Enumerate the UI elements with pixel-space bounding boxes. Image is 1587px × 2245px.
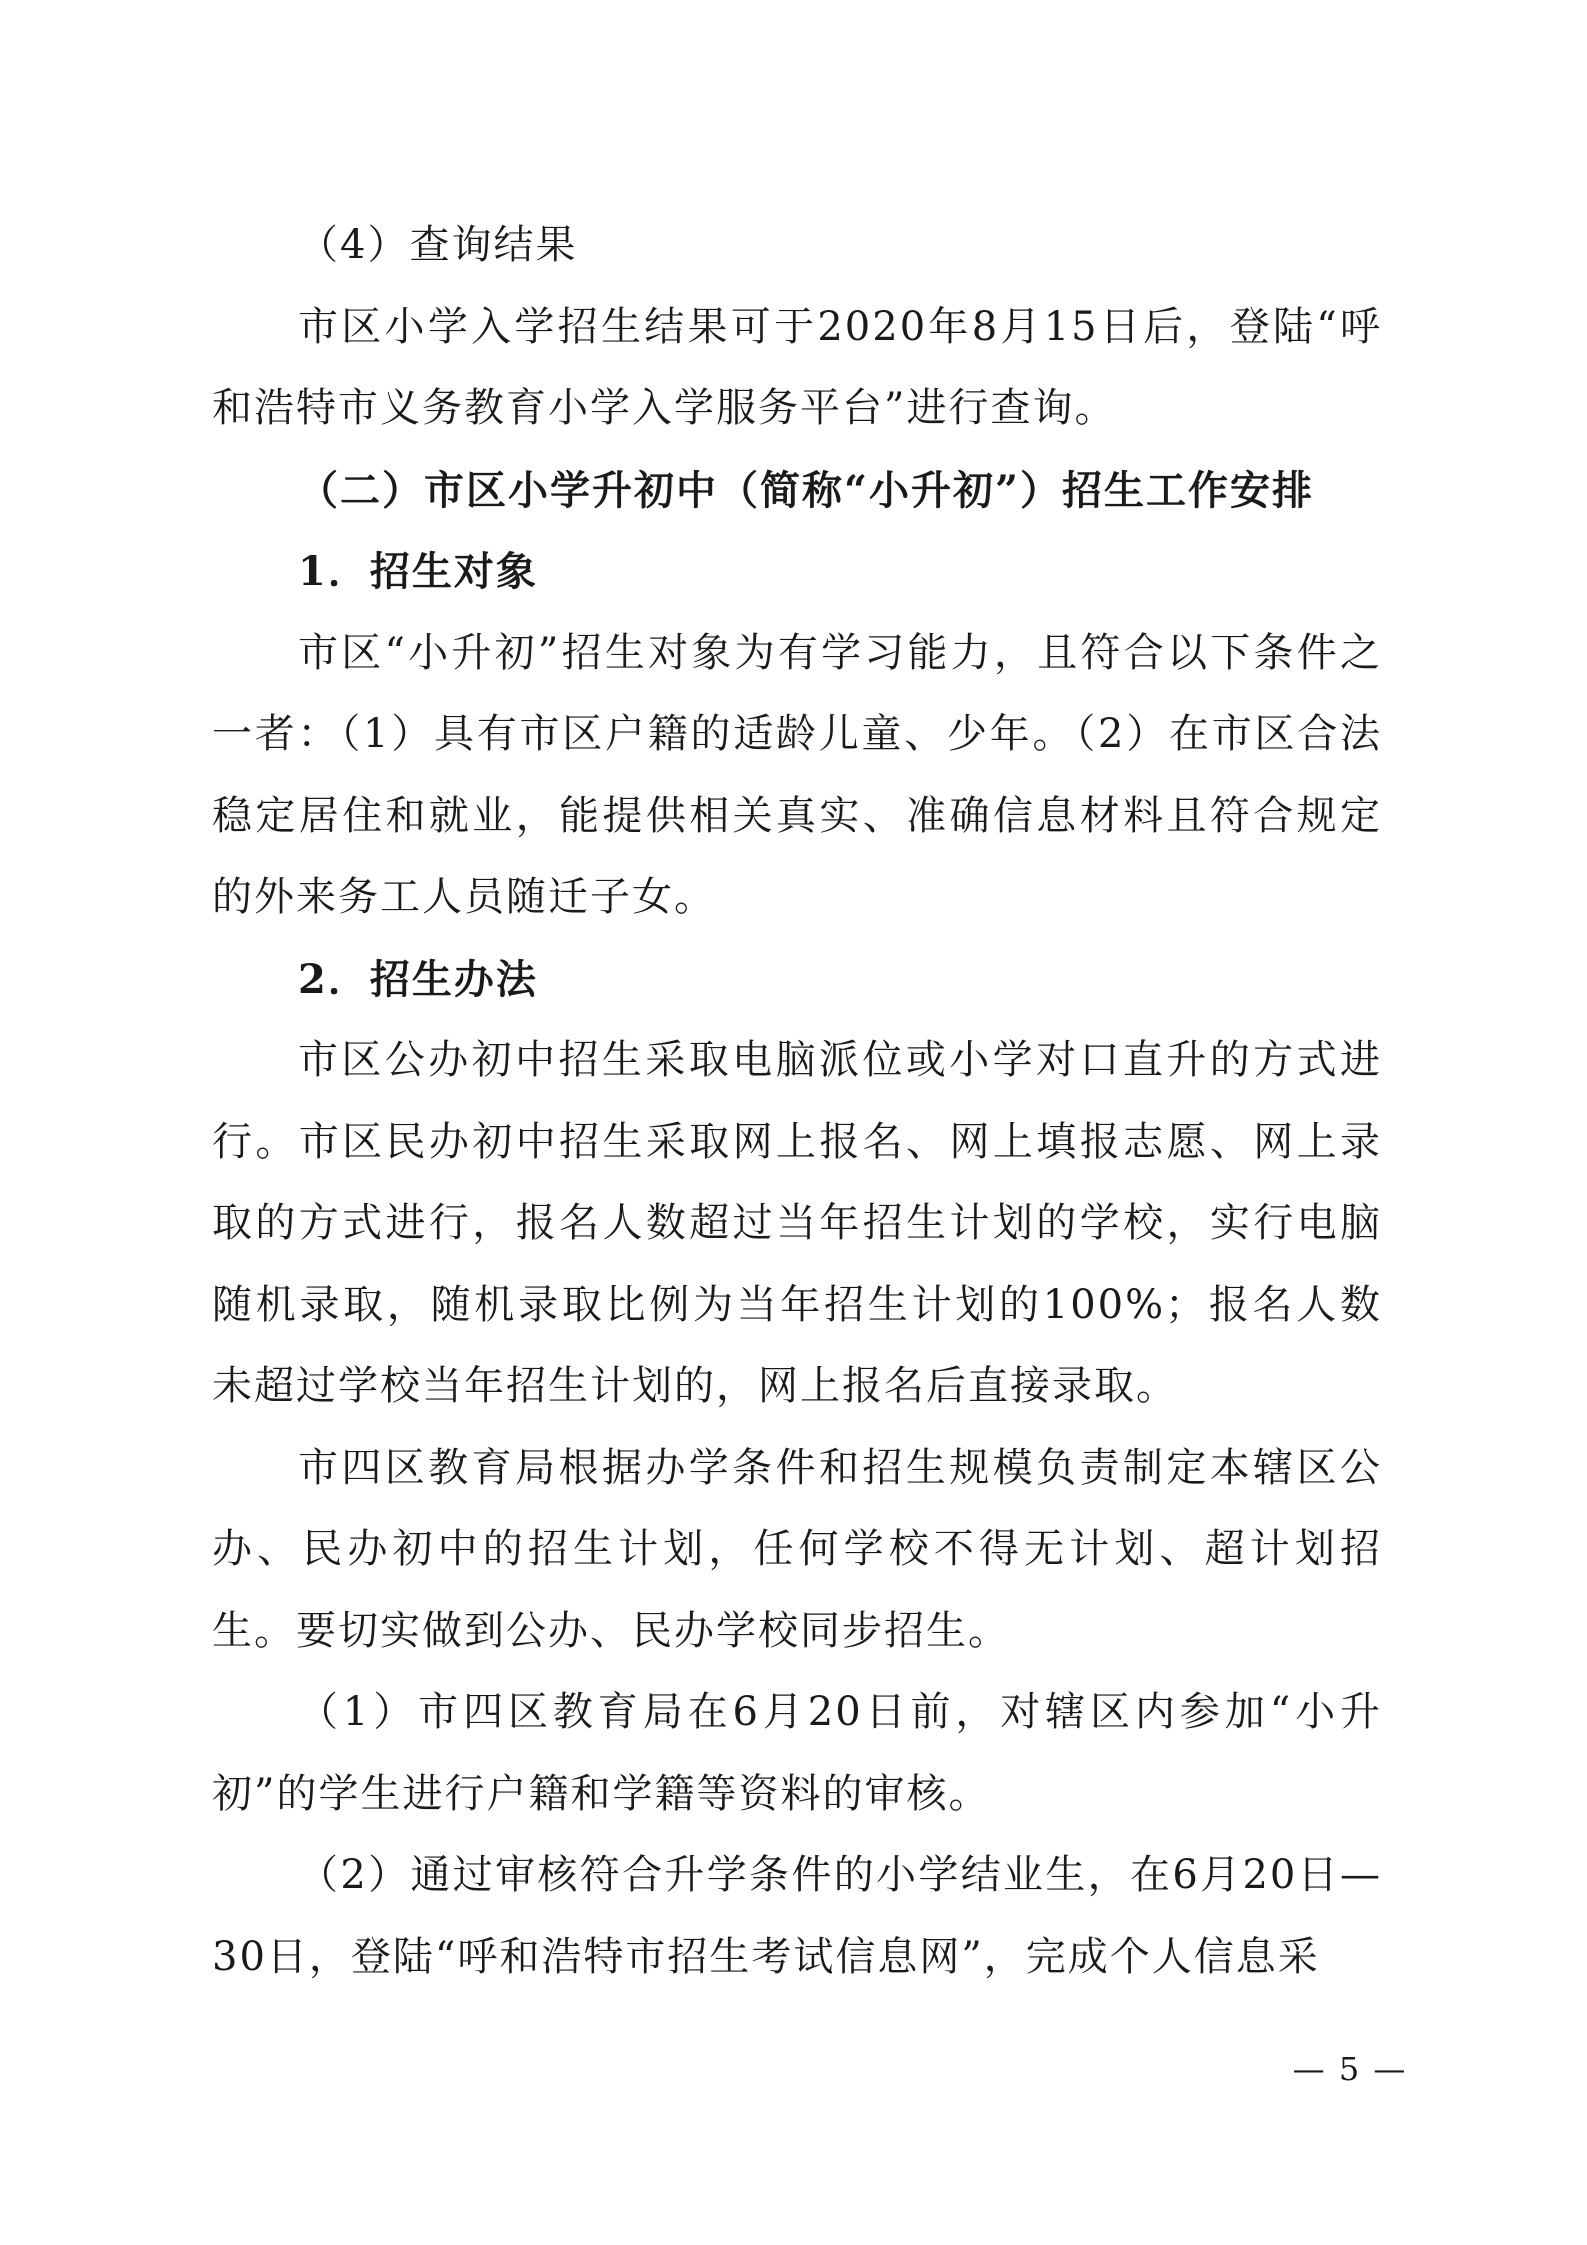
section-heading-primary-to-junior: （二）市区小学升初中（简称“小升初”）招生工作安排	[298, 466, 1315, 514]
paragraph-enrollment-plans: 市四区教育局根据办学条件和招生规模负责制定本辖区公办、民办初中的招生计划，任何学校不得无计划、超计划招生。要切实做到公办、民办学校同步招生。	[212, 1444, 1382, 1654]
paragraph-primary-admission-results: 市区小学入学招生结果可于2020年8月15日后，登陆“呼和浩特市义务教育小学入学服务平台”进行查询。	[212, 303, 1382, 431]
document-body	[212, 205, 1382, 1998]
heading-enrollment-targets: 1．招生对象	[298, 548, 538, 595]
heading-enrollment-methods: 2．招生办法	[298, 955, 538, 1003]
subsection-heading-query-results: （4）查询结果	[298, 222, 578, 268]
paragraph-step-2-registration: （2）通过审核符合升学条件的小学结业生，在6月20日—30日，登陆“呼和浩特市招生考试信息网”，完成个人信息采	[212, 1852, 1382, 1980]
paragraph-enrollment-targets: 市区“小升初”招生对象为有学习能力，且符合以下条件之一者：（1）具有市区户籍的适龄儿童、少年。（2）在市区合法稳定居住和就业，能提供相关真实、准确信息材料且符合规定的外来务工人员随迁子女。	[212, 629, 1382, 920]
page-number: — 5 —	[1292, 2050, 1408, 2088]
paragraph-step-1-review: （1）市四区教育局在6月20日前，对辖区内参加“小升初”的学生进行户籍和学籍等资料的审核。	[212, 1689, 1382, 1817]
paragraph-enrollment-methods: 市区公办初中招生采取电脑派位或小学对口直升的方式进行。市区民办初中招生采取网上报名、网上填报志愿、网上录取的方式进行，报名人数超过当年招生计划的学校，实行电脑随机录取，随机录取比例为当年招生计划的100%；报名人数未超过学校当年招生计划的，网上报名后直接录取。	[212, 1037, 1382, 1409]
